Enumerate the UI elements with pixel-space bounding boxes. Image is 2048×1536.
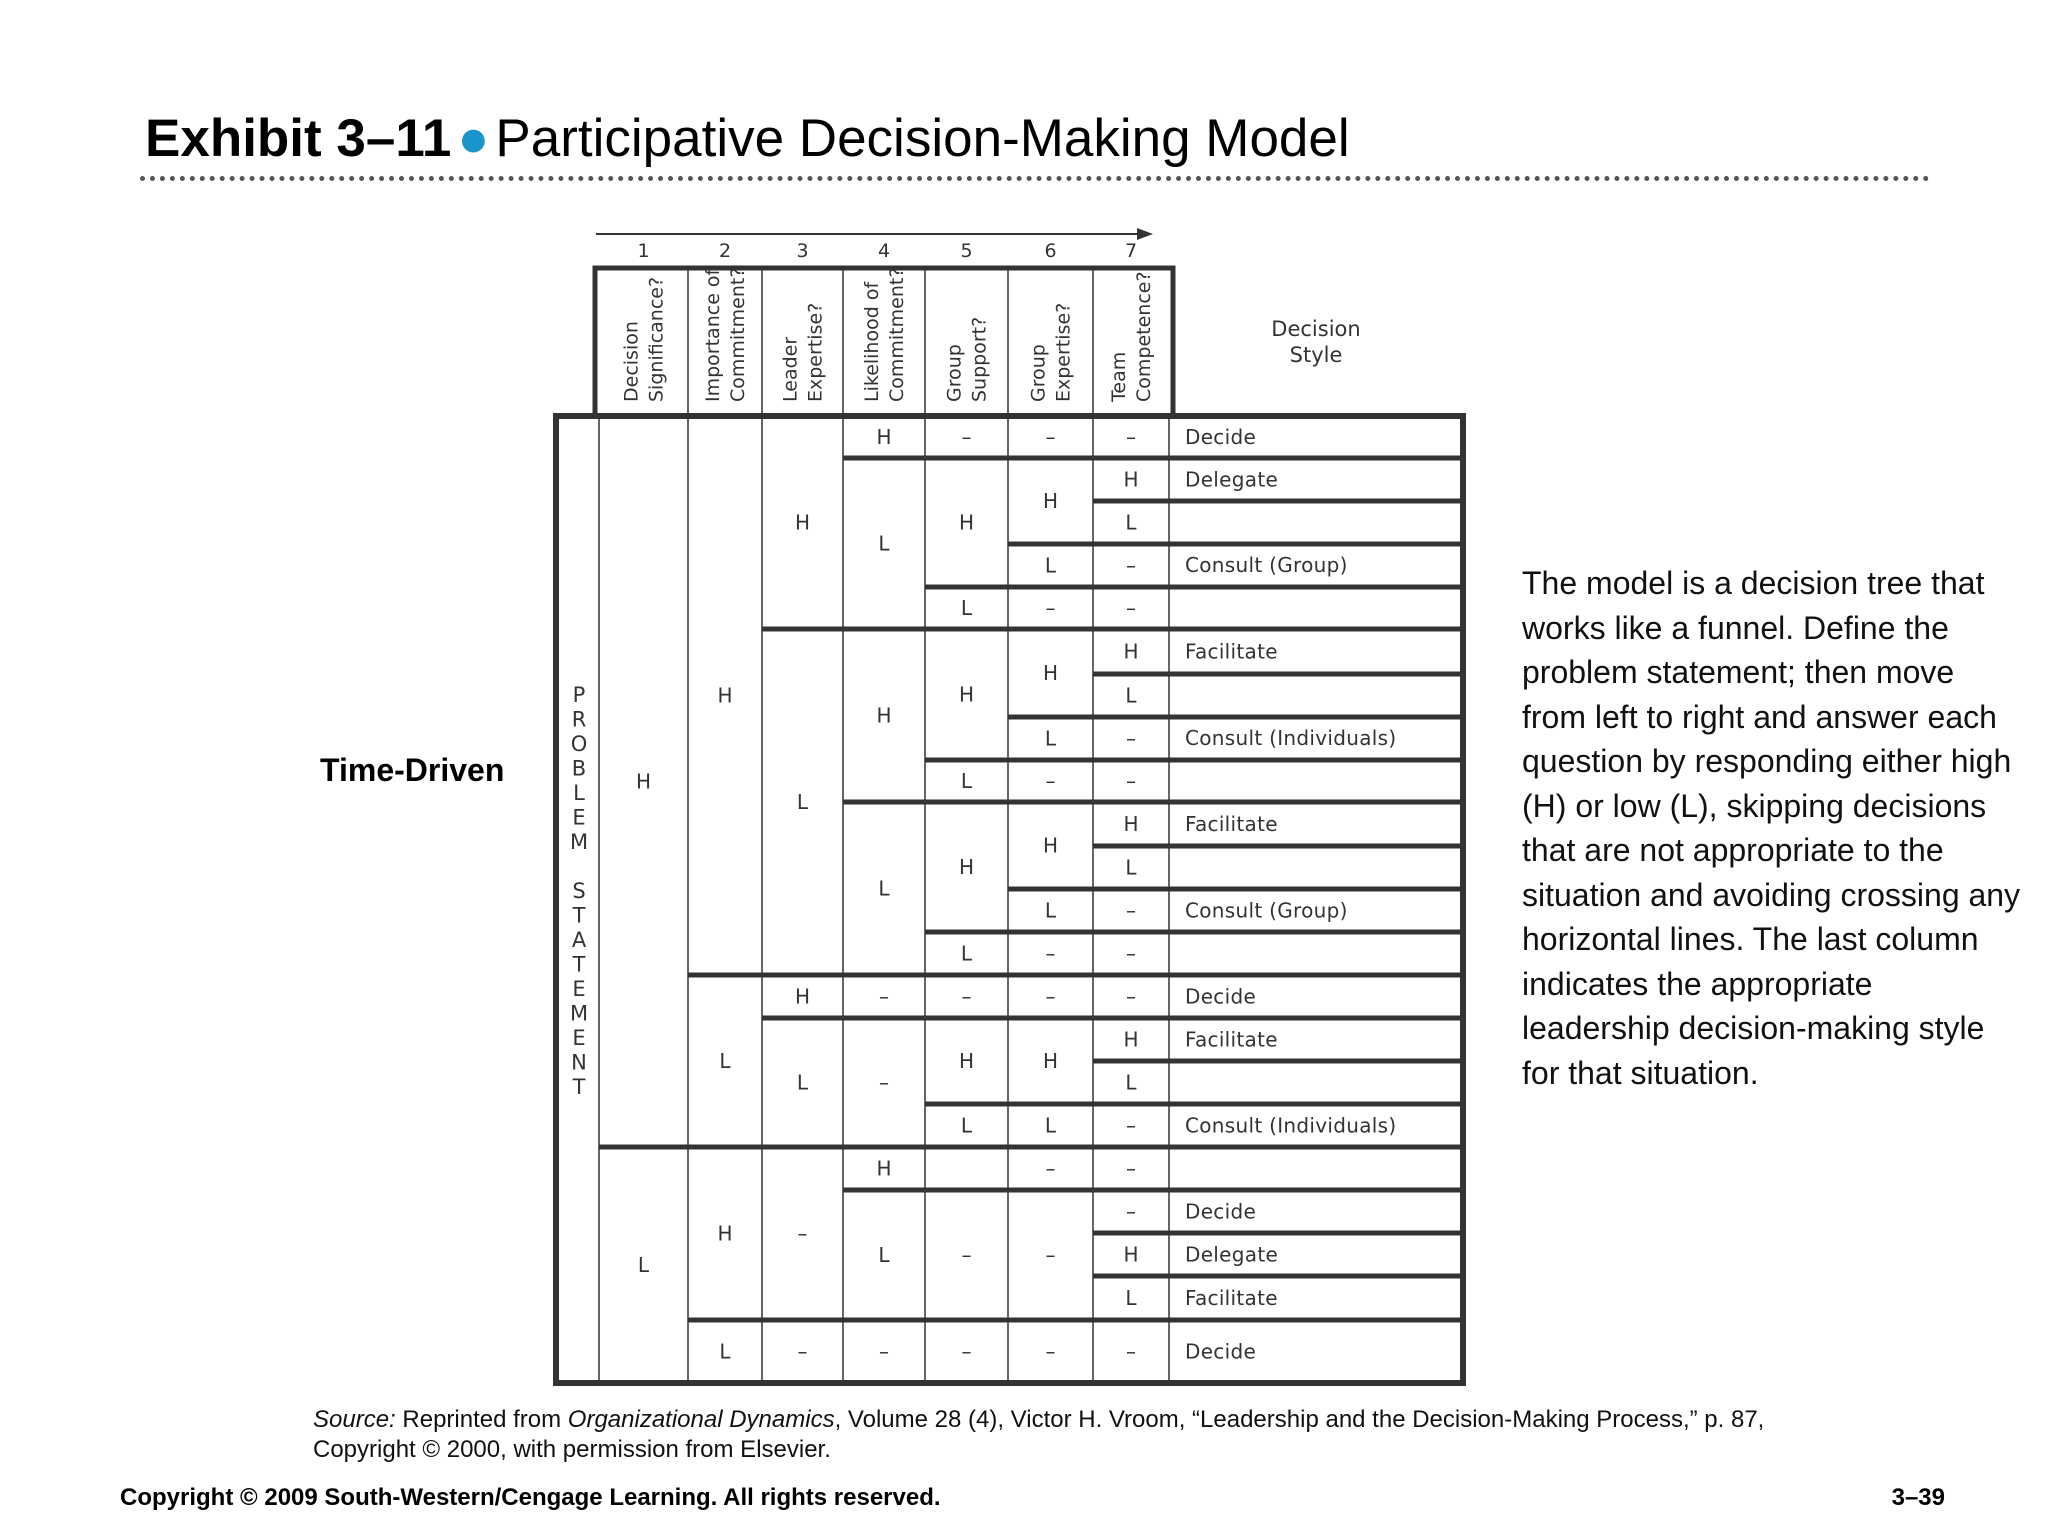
answer-c7: H	[1123, 467, 1139, 492]
answer-c5: –	[961, 1339, 972, 1364]
page-number: 3–39	[1891, 1484, 1945, 1511]
answer-c4: H	[876, 425, 892, 449]
question-line: Commitment?	[727, 267, 749, 402]
problem-statement-letter: N	[571, 1050, 587, 1075]
answer-c3: –	[797, 1339, 808, 1364]
answer-c7: –	[1126, 984, 1136, 1009]
answer-c7: –	[1126, 941, 1136, 966]
answer-c4: H	[876, 703, 892, 728]
problem-statement-letter: R	[571, 707, 587, 732]
answer-c6: H	[1042, 661, 1059, 685]
column-number: 6	[1044, 240, 1057, 262]
answer-c6: –	[1045, 769, 1056, 793]
column-number: 1	[637, 240, 650, 262]
answer-c4: L	[878, 1243, 890, 1267]
answer-c6: –	[1045, 1156, 1056, 1181]
answer-c3: L	[796, 1070, 809, 1095]
answer-c5: H	[958, 510, 975, 535]
decision-style-label: Consult (Individuals)	[1185, 1113, 1397, 1138]
source-label: Source:	[313, 1406, 396, 1433]
question-line: Likelihood of	[861, 281, 883, 402]
question-line: Expertise?	[804, 302, 827, 402]
title-text: Participative Decision-Making Model	[495, 109, 1350, 168]
source-note	[313, 1405, 1993, 1465]
answer-c7: –	[1126, 553, 1136, 578]
decision-style-label: Facilitate	[1185, 639, 1278, 664]
answer-c7: –	[1126, 596, 1136, 620]
problem-statement-letter: T	[572, 952, 586, 977]
answer-c4: –	[879, 1339, 889, 1364]
answer-c7: –	[1126, 1156, 1136, 1181]
answer-c4: H	[876, 1156, 892, 1181]
question-line: Group	[1027, 344, 1050, 402]
decision-style-label: Decide	[1185, 1199, 1257, 1224]
answer-c3: L	[796, 790, 809, 814]
answer-c6: H	[1042, 833, 1059, 858]
answer-c5: H	[958, 682, 975, 707]
source-publication: Organizational Dynamics	[567, 1406, 835, 1433]
question-line: Decision	[620, 321, 643, 402]
answer-c7: –	[1126, 1339, 1136, 1364]
answer-c2: H	[717, 1221, 733, 1246]
answer-c7: H	[1123, 1242, 1139, 1267]
problem-statement-letter: E	[572, 805, 586, 830]
answer-c6: –	[1045, 596, 1056, 620]
decision-style-label: Facilitate	[1185, 812, 1278, 836]
question-label	[702, 267, 749, 402]
decision-style-label: Decide	[1185, 425, 1257, 449]
decision-style-label: Facilitate	[1185, 1027, 1278, 1052]
answer-c6: –	[1045, 425, 1056, 449]
answer-c7: H	[1123, 1027, 1139, 1052]
answer-c6: L	[1044, 726, 1057, 751]
answer-c4: L	[878, 531, 890, 556]
answer-c3: –	[797, 1221, 808, 1246]
answer-c1: H	[635, 769, 652, 794]
answer-c6: L	[1044, 1113, 1057, 1138]
question-line: Leader	[779, 336, 802, 402]
answer-c6: H	[1042, 1049, 1059, 1073]
answer-c6: L	[1044, 553, 1057, 578]
decision-style-label: Delegate	[1185, 467, 1279, 492]
answer-c6: H	[1042, 489, 1059, 513]
question-label	[1028, 303, 1075, 402]
answer-c7: L	[1125, 683, 1137, 708]
answer-c5: L	[960, 596, 973, 620]
answer-c2: H	[717, 683, 733, 708]
answer-c6: –	[1045, 1243, 1056, 1267]
copyright-notice: Copyright © 2009 South-Western/Cengage Learning. All rights reserved.	[120, 1484, 941, 1511]
problem-statement-letter: S	[572, 879, 586, 903]
problem-statement-letter: E	[572, 977, 586, 1001]
answer-c5: L	[960, 941, 973, 966]
question-line: Group	[943, 344, 966, 402]
answer-c2: L	[719, 1049, 731, 1073]
question-label	[621, 277, 668, 402]
answer-c3: H	[794, 984, 811, 1009]
decision-style-label: Decide	[1185, 1339, 1257, 1364]
problem-statement-letter: T	[572, 1075, 586, 1099]
answer-c5: L	[960, 1113, 973, 1138]
question-label	[1108, 271, 1155, 403]
question-line: Team	[1108, 351, 1130, 402]
answer-c4: –	[879, 1070, 889, 1095]
answer-c6: –	[1045, 941, 1056, 966]
problem-statement-letter: A	[571, 928, 587, 952]
answer-c5: H	[958, 855, 975, 879]
question-label	[780, 303, 827, 402]
question-line: Significance?	[645, 276, 668, 402]
column-number: 4	[877, 240, 891, 262]
answer-c5: L	[960, 769, 973, 793]
question-line: Expertise?	[1052, 302, 1075, 402]
answer-c5: H	[958, 1049, 975, 1073]
question-label	[861, 268, 908, 402]
title-bullet-icon: ●	[457, 109, 490, 168]
problem-statement-letter: B	[571, 756, 587, 781]
answer-c7: H	[1123, 639, 1139, 664]
question-line: Commitment?	[886, 267, 908, 402]
decision-style-header: Style	[1289, 343, 1343, 367]
decision-style-label: Facilitate	[1185, 1286, 1278, 1310]
question-label	[944, 317, 991, 402]
problem-statement-letter: P	[572, 683, 586, 707]
answer-c6: –	[1045, 1339, 1056, 1364]
header-box	[595, 268, 1173, 416]
problem-statement-letter: M	[569, 830, 589, 854]
answer-c7: –	[1126, 425, 1136, 449]
answer-c4: L	[878, 876, 890, 901]
exhibit-label: Exhibit 3–11	[145, 109, 452, 168]
arrow-head-icon	[1137, 228, 1153, 240]
decision-style-label: Consult (Group)	[1185, 898, 1348, 923]
question-line: Competence?	[1133, 271, 1155, 402]
answer-c7: L	[1125, 510, 1137, 535]
answer-c7: –	[1126, 769, 1136, 793]
decision-style-label: Consult (Group)	[1185, 553, 1348, 577]
answer-c7: L	[1125, 855, 1137, 880]
problem-statement-letter: M	[569, 1001, 589, 1026]
problem-statement-letter: T	[572, 903, 586, 928]
answer-c4: –	[879, 984, 889, 1009]
column-number: 5	[960, 240, 973, 262]
answer-c6: L	[1044, 898, 1057, 923]
decision-style-label: Delegate	[1185, 1242, 1279, 1267]
answer-c5: –	[961, 984, 972, 1009]
answer-c6: –	[1045, 984, 1056, 1009]
answer-c1: L	[637, 1253, 650, 1277]
column-number: 3	[796, 240, 809, 262]
answer-c7: –	[1126, 726, 1136, 751]
column-number: 7	[1124, 240, 1138, 262]
decision-style-label: Consult (Individuals)	[1185, 726, 1397, 750]
source-text-2: , Volume 28 (4), Victor H. Vroom, “Leadership and the Decision-Making Process,” p. 87,	[834, 1406, 1765, 1433]
answer-c7: H	[1123, 812, 1139, 836]
answer-c2: L	[719, 1339, 731, 1364]
decision-style-header: Decision	[1271, 317, 1361, 341]
answer-c7: –	[1126, 898, 1136, 923]
answer-c7: L	[1125, 1286, 1137, 1310]
answer-c7: –	[1126, 1113, 1136, 1138]
source-text-1: Reprinted from	[395, 1406, 568, 1433]
problem-statement-letter: L	[573, 781, 585, 805]
answer-c3: H	[794, 510, 811, 535]
answer-c5: –	[961, 425, 972, 449]
problem-statement-letter: E	[572, 1026, 586, 1050]
question-line: Importance of	[702, 268, 724, 402]
decision-style-label: Decide	[1185, 984, 1257, 1009]
source-line-2: Copyright © 2000, with permission from Elsevier.	[313, 1436, 831, 1463]
answer-c7: L	[1125, 1070, 1137, 1095]
answer-c7: –	[1126, 1199, 1136, 1224]
problem-statement-letter: O	[570, 732, 588, 756]
time-driven-label: Time-Driven	[320, 752, 505, 788]
explanation-text: The model is a decision tree that works like a funnel. Define the problem statement; then move from left to right and answer each question by responding either high (H) or low (L), skipping decisions that are not appropriate to the situation and avoiding crossing any horizontal lines. The last column indicates the appropriate leadership decision-making style for that situation.	[1522, 565, 2021, 1091]
answer-c5: –	[961, 1243, 972, 1267]
question-line: Support?	[968, 316, 991, 402]
column-number: 2	[718, 240, 732, 262]
